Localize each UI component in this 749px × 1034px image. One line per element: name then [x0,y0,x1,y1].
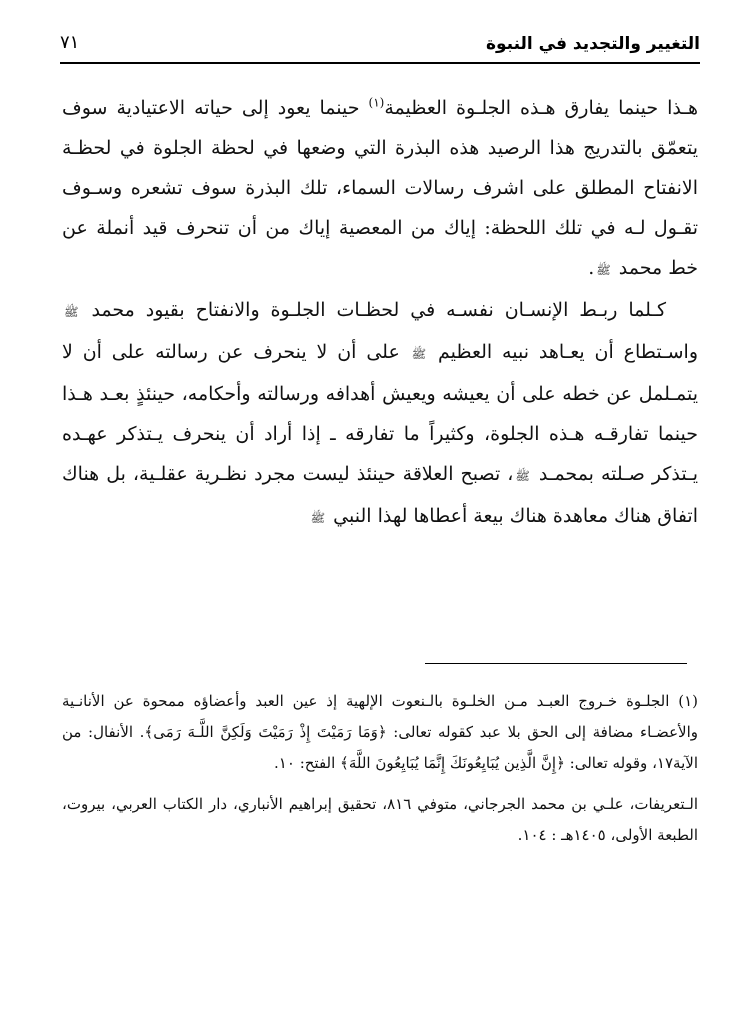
paragraph-2-text-a: كـلما ربـط الإنسـان نفسـه في لحظـات الجلـوة والانفتاح بقيود محمد [80,299,666,321]
footnote-separator [425,663,687,664]
header-rule [60,62,700,64]
paragraph-1-end: . [588,257,595,279]
footnotes [62,686,698,851]
paragraph-2 [62,290,698,538]
salawat-glyph: ﷺ [411,347,427,361]
salawat-glyph: ﷺ [310,511,326,525]
paragraph-2-text-c: على أن لا ينحرف عن رسالته على أن لا يتمـلمل عن خطه على أن يعيشه ويعيش أهدافه ورسالته وأحكامه، حينئذٍ بعـد هـذا حينما تفارقـه هـذه الجلوة، وكثيراً ما تفارقه ـ إذا أراد أن ينحرف يـتذكر عهـده يـتذكر صـلته بمحمـد [62,341,698,485]
footnote-source: الـتعريفات، علـي بن محمد الجرجاني، متوفي ٨١٦، تحقيق إبراهيم الأنباري، دار الكتاب العربي، بيروت، الطبعة الأولى، ١٤٠٥هـ : ١٠٤. [62,795,698,844]
page-number: ٧١ [60,32,80,53]
salawat-glyph: ﷺ [64,305,79,319]
footnote-1 [62,686,698,779]
body-text [62,88,698,538]
footnote-ref-1: (١) [368,95,385,110]
paragraph-2-text-d: ، تصبح العلاقة حينئذ ليست مجرد نظـرية عقلـية، بل هناك اتفاق هناك معاهدة هناك بيعة أعطاها لهذا النبي [62,463,698,527]
salawat-glyph: ﷺ [596,263,611,277]
paragraph-2-text-b: واسـتطاع أن يعـاهد نبيه العظيم [428,341,698,363]
paragraph-1-text-a: هـذا حينما يفارق هـذه الجلـوة العظيمة [384,97,698,119]
footnote-1-text: الجلـوة خـروج العبـد مـن الخلـوة بالـنعوت الإلهية إذ عين العبد وأعضاؤه ممحوة عن الأنانـية والأعضـاء مضافة إلى الحق بلا عبد كقوله تعالى: ﴿وَمَا رَمَيْتَ إِذْ رَمَيْتَ وَلَكِنَّ اللَّـهَ رَمَى﴾. الأنفال: من الآية١٧، وقوله تعالى: ﴿إِنَّ الَّذِين يُبَايِعُونَكَ إِنَّمَا يُبَايِعُونَ اللَّهَ﴾ الفتح: ١٠. [62,692,698,772]
paragraph-1 [62,88,698,290]
page-header [60,30,700,60]
paragraph-1-text-b: حينما يعود إلى حياته الاعتيادية سوف يتعمّق بالتدريج هذا الرصيد هذه البذرة التي وضعها في لحظة الجلوة في لحظـة الانفتاح المطلق على اشرف رسالات السماء، تلك البذرة سوف تشعره وسـوف تقـول لـه في تلك اللحظة: إياك من المعصية إياك من أن تنحرف قيد أنملة عن خط محمد [62,97,698,279]
salawat-glyph: ﷺ [515,469,530,483]
footnote-1-marker: (١) [678,692,698,710]
running-title: التغيير والتجديد في النبوة [485,34,700,54]
